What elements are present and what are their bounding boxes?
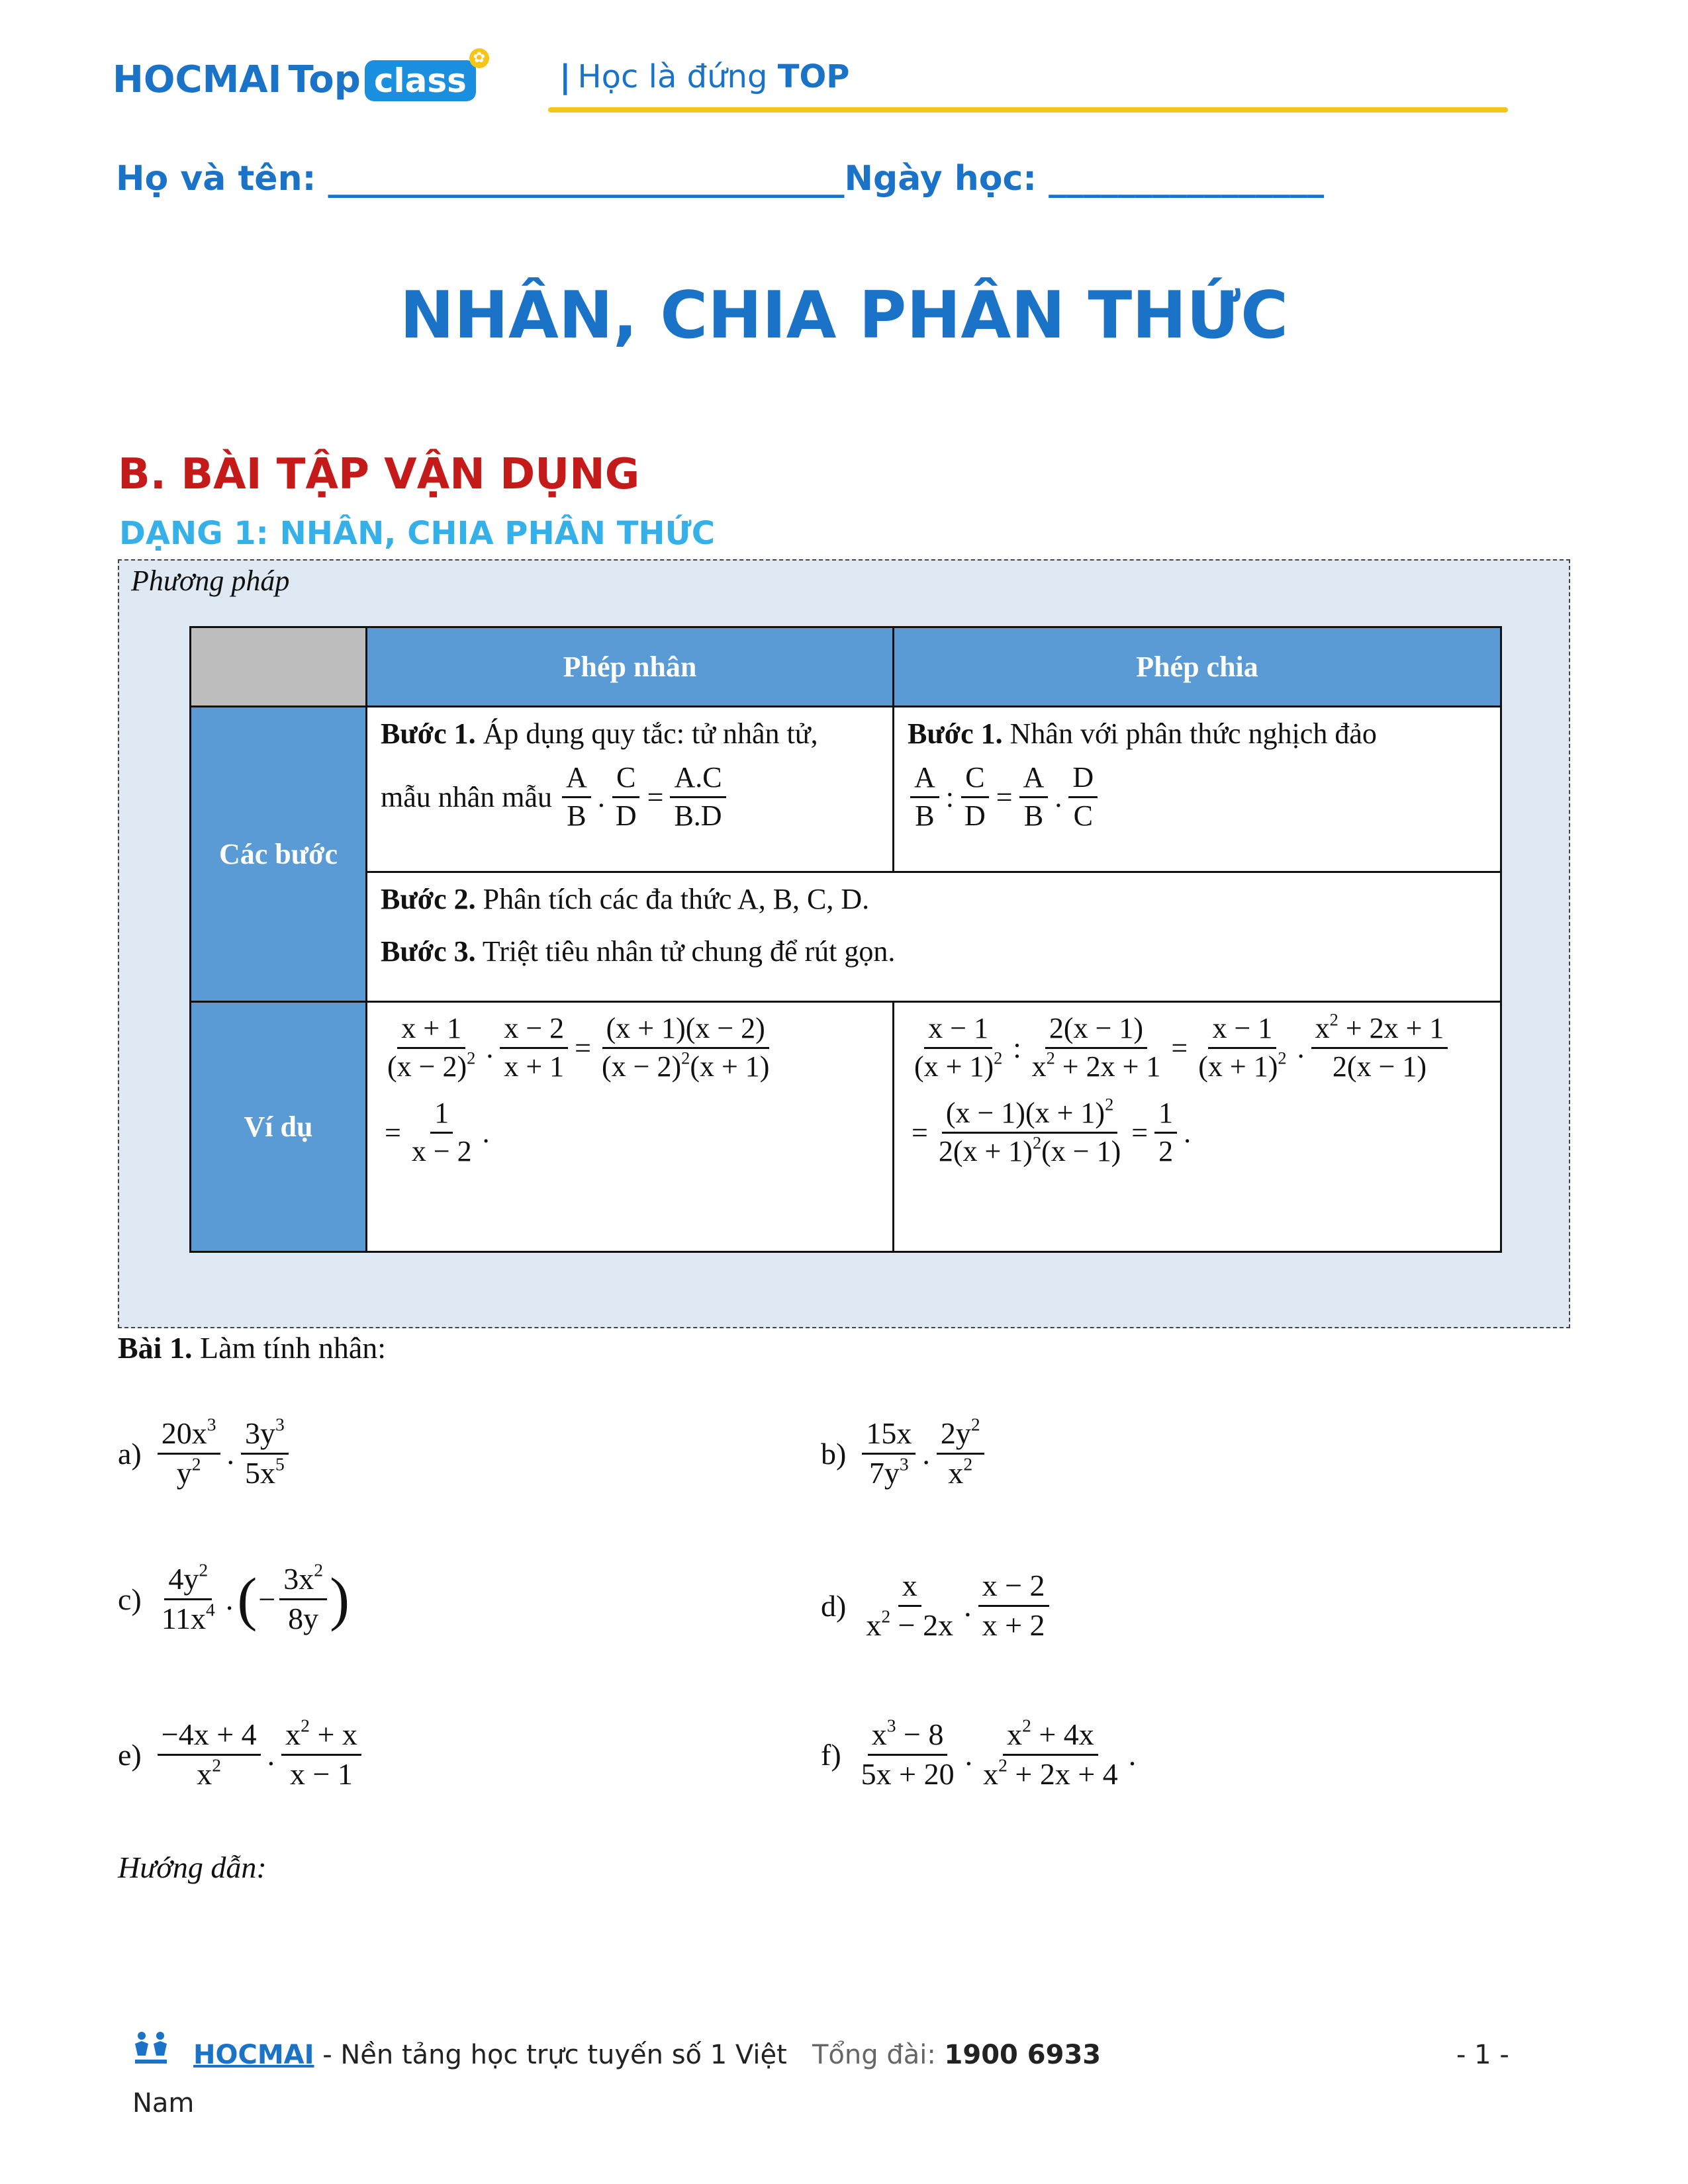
- footer-hotline-label: Tổng đài:: [812, 2040, 936, 2070]
- page-number: - 1 -: [1456, 2040, 1509, 2070]
- step3-text: Triệt tiêu nhân tử chung để rút gọn.: [482, 935, 896, 968]
- exercise-title: [118, 1330, 386, 1365]
- divider-bar: |: [559, 58, 571, 95]
- div-example-line1: $\frac{x - 1}{(x + 1)^2}$ : $\frac{2(x - 1)}{x^2 + 2x + 1}$ = $\frac{x - 1}{(x + 1)^2}$ . $\frac{x^2 + 2x + 1}{2(x - 1)}$: [908, 1012, 1487, 1083]
- step2-text: Phân tích các đa thức A, B, C, D.: [483, 883, 870, 915]
- footer-hotline: [812, 2040, 1101, 2070]
- step3: [381, 934, 1487, 968]
- problem-label: d): [821, 1588, 847, 1623]
- slogan: [559, 58, 849, 95]
- method-label: Phương pháp: [131, 565, 290, 597]
- mult-rule: mẫu nhân mẫu $\frac{A}{B}$ . $\frac{C}{D}$ = $\frac{A.C}{B.D}$: [381, 761, 879, 833]
- subsection-heading: DẠNG 1: NHÂN, CHIA PHÂN THỨC: [119, 515, 715, 552]
- student-info-line: Họ và tên: ______________________________Ngày học: ________________: [116, 159, 1325, 199]
- footer-hotline-number: 1900 6933: [944, 2040, 1102, 2070]
- step2-bold: Bước 2.: [381, 883, 476, 915]
- problem-a: a) $\frac{20x^3}{y^2}$ . $\frac{3y^3}{5x^5}$: [118, 1416, 291, 1491]
- problem-label: e): [118, 1737, 142, 1772]
- problem-label: f): [821, 1737, 841, 1772]
- star-icon: ✿: [469, 48, 489, 68]
- logo-class: class: [373, 62, 467, 100]
- mult-step1-cell: [367, 707, 894, 872]
- problem-f: f) $\frac{x^3 - 8}{5x + 20}$ . $\frac{x^2 + 4x}{x^2 + 2x + 4}$ .: [821, 1715, 1137, 1791]
- div-rule: $\frac{A}{B}$ : $\frac{C}{D}$ = $\frac{A}{B}$ . $\frac{D}{C}$: [908, 761, 1487, 833]
- method-table: [189, 626, 1502, 1253]
- row-header-example: Ví dụ: [191, 1002, 367, 1252]
- div-step1-cell: [894, 707, 1501, 872]
- header-div: Phép chia: [894, 627, 1501, 707]
- guide-label: Hướng dẫn:: [118, 1850, 267, 1884]
- mult-step1: [381, 717, 879, 751]
- footer-tagline: - Nền tảng học trực tuyến số 1 Việt: [322, 2040, 787, 2070]
- mult-example-line2: = $\frac{1}{x - 2}$ .: [385, 1097, 490, 1167]
- div-step1-bold: Bước 1.: [908, 717, 1003, 750]
- header-underline: [548, 107, 1508, 113]
- problem-c: c) $\frac{4y^2}{11x^4}$ .(− $\frac{3x^2}{8y}$ ): [118, 1559, 350, 1635]
- hocmai-logo-icon: [131, 2029, 171, 2066]
- div-example-cell: [894, 1002, 1501, 1252]
- footer-nam: Nam: [132, 2088, 195, 2118]
- exercise-title-text: Làm tính nhân:: [199, 1331, 387, 1365]
- steps-2-3-cell: [367, 872, 1501, 1002]
- div-step1-text: Nhân với phân thức nghịch đảo: [1009, 717, 1377, 750]
- mult-step1-text: Áp dụng quy tắc: tử nhân tử,: [483, 717, 818, 750]
- footer-text: [193, 2040, 1101, 2070]
- row-header-steps: Các bước: [191, 707, 367, 1002]
- problem-label: b): [821, 1436, 847, 1471]
- hocmai-topclass-logo: [113, 50, 486, 101]
- problem-e: e) $\frac{-4x + 4}{x^2}$ . $\frac{x^2 + x}{x - 1}$: [118, 1717, 364, 1792]
- div-step1: [908, 717, 1487, 751]
- problem-b: b) $\frac{15x}{7y^3}$ . $\frac{2y^2}{x^2}$: [821, 1416, 987, 1491]
- table-corner-cell: [191, 627, 367, 707]
- slogan-highlight: TOP: [777, 58, 850, 95]
- section-heading: B. BÀI TẬP VẬN DỤNG: [118, 450, 640, 499]
- step2: [381, 882, 1487, 916]
- problem-label: c): [118, 1582, 142, 1616]
- mult-example-line1: $\frac{x + 1}{(x - 2)^2}$ . $\frac{x - 2}{x + 1}$ = $\frac{(x + 1)(x - 2)}{(x - 2)^2(x + 1)}$: [387, 1012, 770, 1083]
- mult-step1-bold: Bước 1.: [381, 717, 476, 750]
- footer-brand[interactable]: HOCMAI: [193, 2040, 314, 2070]
- mult-example-cell: [367, 1002, 894, 1252]
- logo-class-badge: [365, 50, 486, 101]
- page-title: NHÂN, CHIA PHÂN THỨC: [399, 278, 1289, 353]
- problem-d: d) $\frac{x}{x^2 - 2x}$ . $\frac{x - 2}{x + 2}$: [821, 1569, 1052, 1643]
- slogan-prefix: Học là đứng: [577, 58, 768, 95]
- div-example-line2: = $\frac{(x - 1)(x + 1)^2}{2(x + 1)^2(x - 1)}$ = $\frac{1}{2}$ .: [912, 1094, 1192, 1167]
- problem-label: a): [118, 1436, 142, 1471]
- logo-brand: HOCMAI: [113, 58, 282, 101]
- header-mult: Phép nhân: [367, 627, 894, 707]
- step3-bold: Bước 3.: [381, 935, 476, 968]
- logo-top: Top: [288, 58, 361, 101]
- exercise-title-bold: Bài 1.: [118, 1331, 193, 1365]
- mult-step1-text2: mẫu nhân mẫu: [381, 780, 553, 813]
